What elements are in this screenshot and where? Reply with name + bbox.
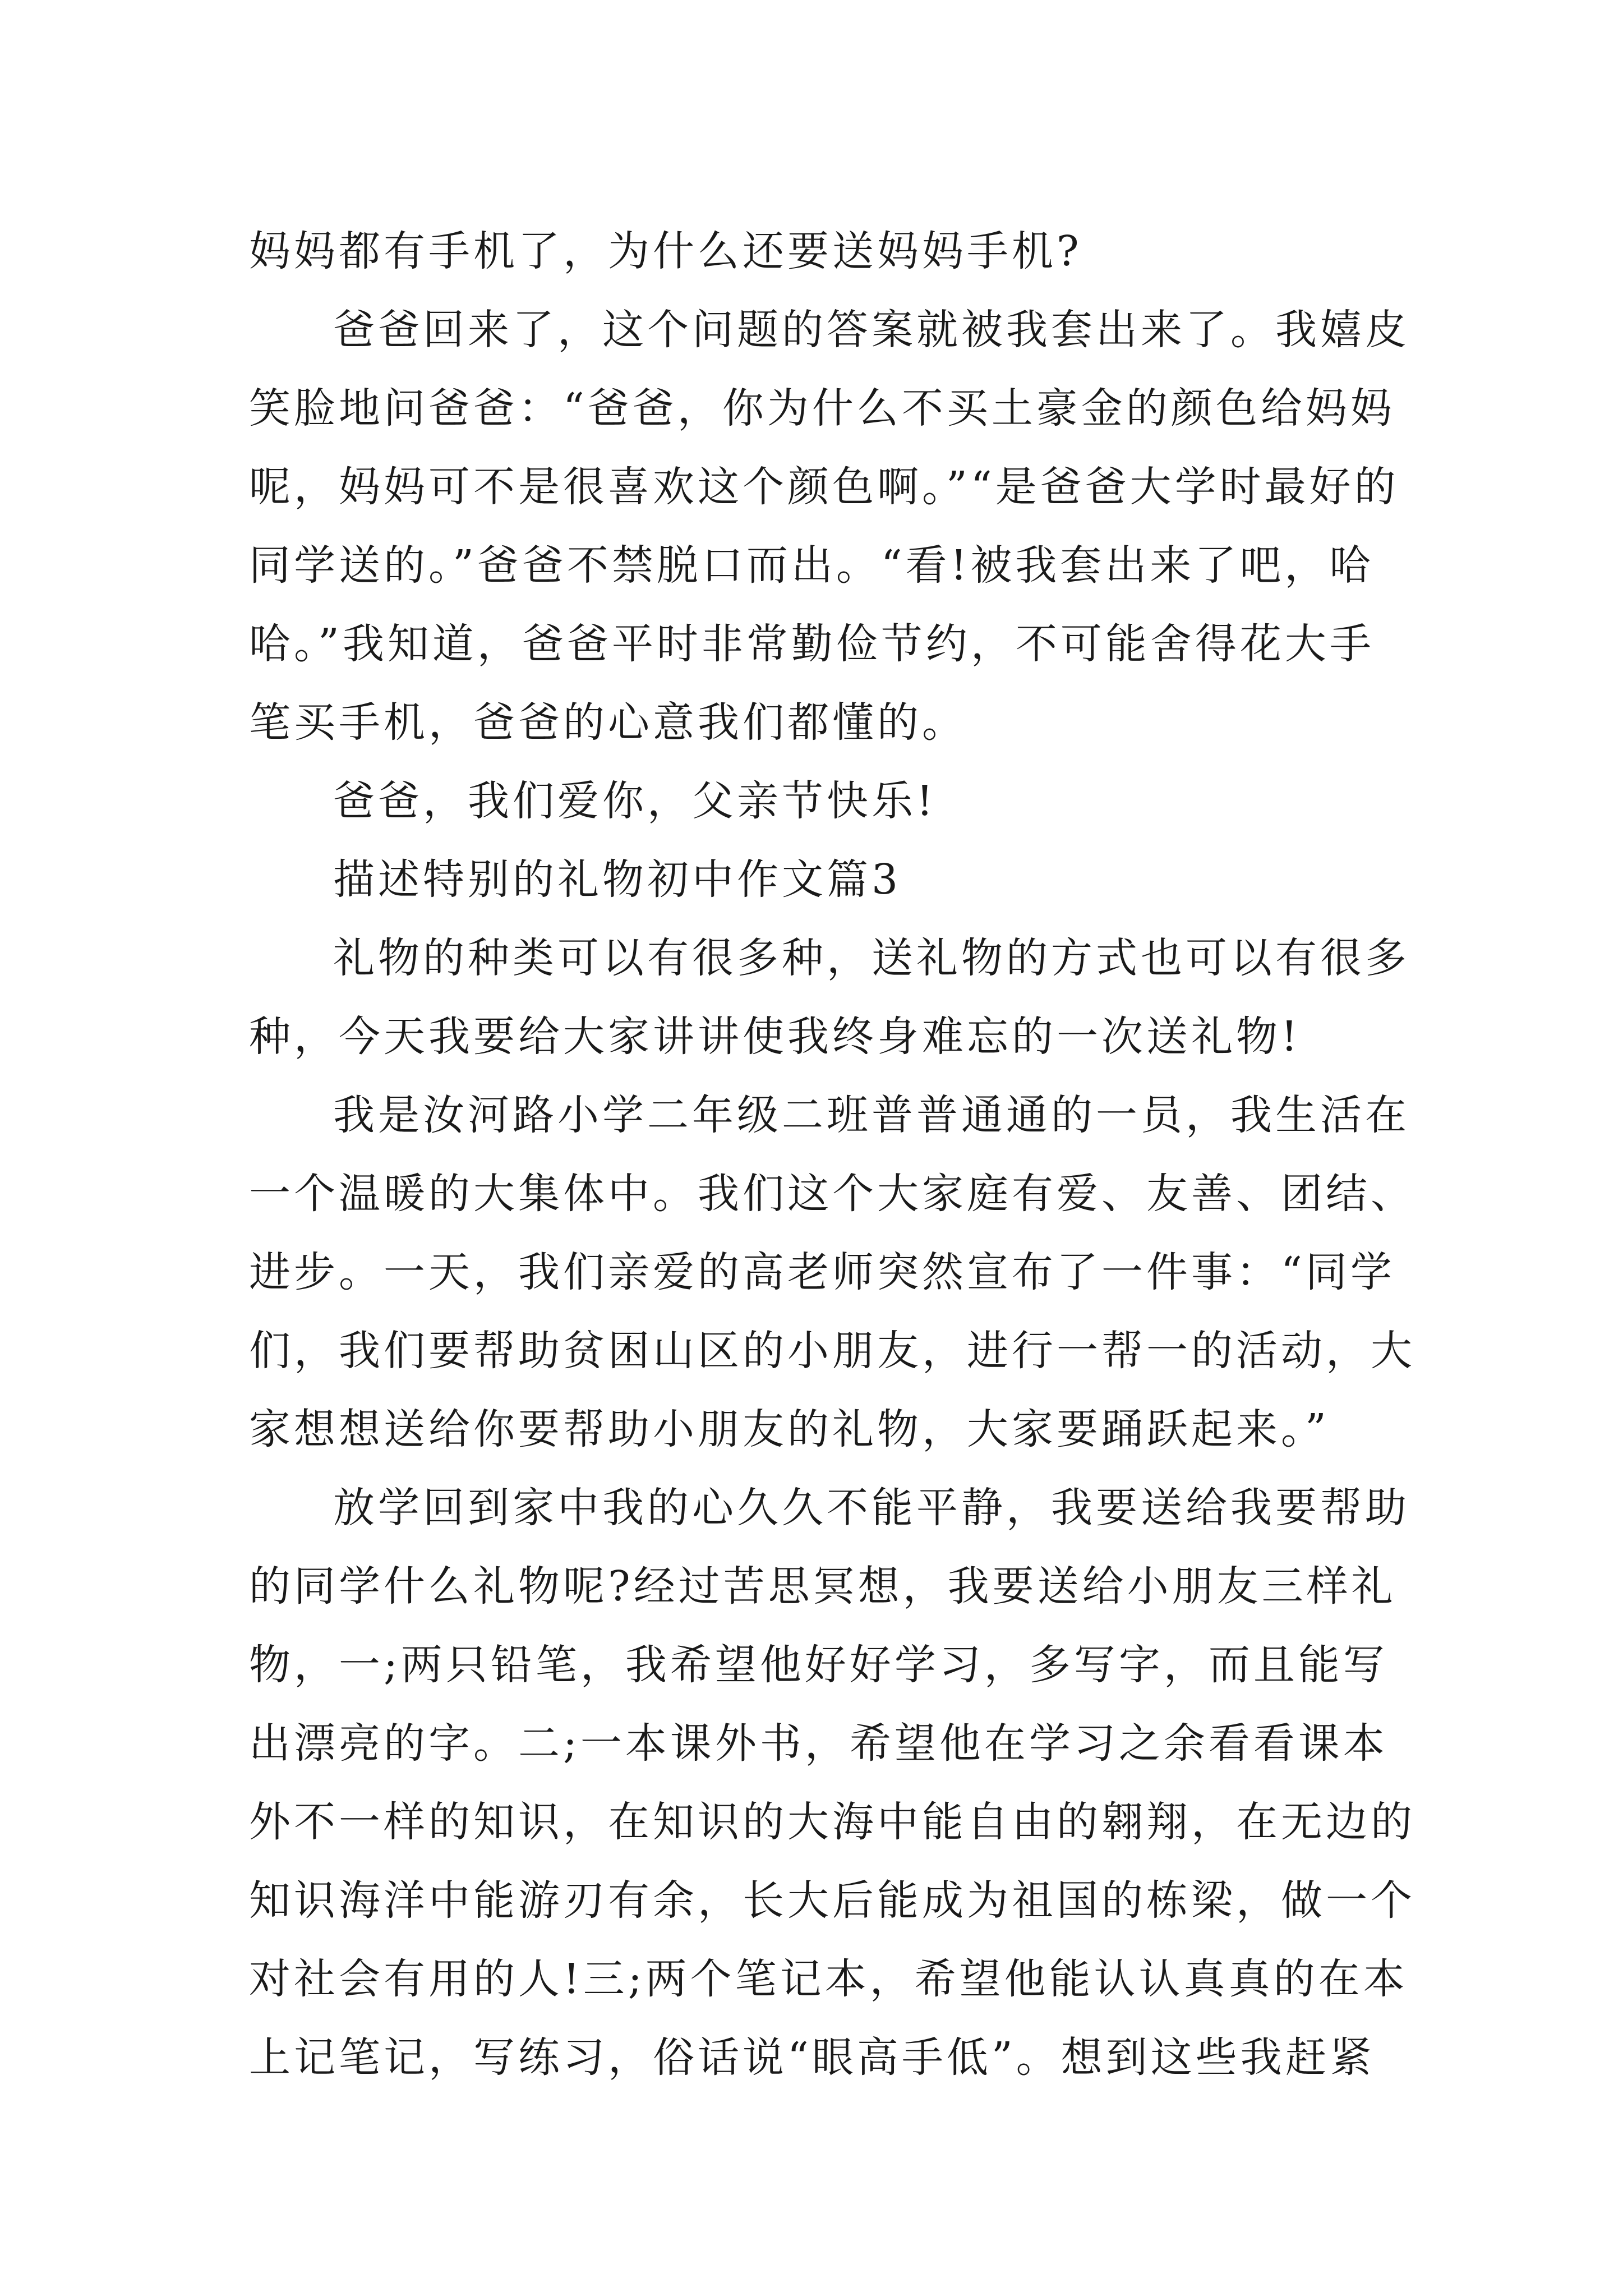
essay-body: [249, 212, 1415, 2097]
text-line: 哈。”我知道，爸爸平时非常勤俭节约，不可能舍得花大手: [249, 620, 1375, 668]
text-line: 礼物的种类可以有很多种，送礼物的方式也可以有很多: [333, 934, 1410, 982]
text-line: 一个温暖的大集体中。我们这个大家庭有爱、友善、团结、: [249, 1170, 1415, 1218]
text-line: 知识海洋中能游刃有余，长大后能成为祖国的栋梁，做一个: [249, 1876, 1415, 1925]
section-heading: 描述特别的礼物初中作文篇3: [333, 855, 902, 904]
text-line: 进步。一天，我们亲爱的高老师突然宣布了一件事：“同学: [249, 1248, 1395, 1296]
text-line: 家想想送给你要帮助小朋友的礼物，大家要踊跃起来。”: [249, 1405, 1330, 1453]
text-line: 上记笔记，写练习，俗话说“眼高手低”。想到这些我赶紧: [249, 2033, 1375, 2082]
text-line: 出漂亮的字。二;一本课外书，希望他在学习之余看看课本: [249, 1719, 1388, 1768]
text-line: 爸爸，我们爱你，父亲节快乐!: [333, 777, 937, 825]
text-line: 同学送的。”爸爸不禁脱口而出。“看!被我套出来了吧，哈: [249, 541, 1375, 590]
text-line: 们，我们要帮助贫困山区的小朋友，进行一帮一的活动，大: [249, 1327, 1415, 1375]
text-line: 对社会有用的人!三;两个笔记本，希望他能认认真真的在本: [249, 1955, 1408, 2003]
text-line: 放学回到家中我的心久久不能平静，我要送给我要帮助: [333, 1484, 1410, 1532]
text-line: 外不一样的知识，在知识的大海中能自由的翱翔，在无边的: [249, 1798, 1415, 1846]
text-line: 物，一;两只铅笔，我希望他好好学习，多写字，而且能写: [249, 1641, 1388, 1689]
text-line: 种，今天我要给大家讲讲使我终身难忘的一次送礼物!: [249, 1013, 1301, 1061]
text-line: 笑脸地问爸爸：“爸爸，你为什么不买土豪金的颜色给妈妈: [249, 384, 1395, 432]
text-line: 妈妈都有手机了，为什么还要送妈妈手机?: [249, 227, 1082, 275]
text-line: 笔买手机，爸爸的心意我们都懂的。: [249, 698, 967, 747]
text-line: 我是汝河路小学二年级二班普普通通的一员，我生活在: [333, 1091, 1410, 1139]
text-line: 呢，妈妈可不是很喜欢这个颜色啊。”“是爸爸大学时最好的: [249, 463, 1399, 511]
text-line: 的同学什么礼物呢?经过苦思冥想，我要送给小朋友三样礼: [249, 1562, 1396, 1611]
text-line: 爸爸回来了，这个问题的答案就被我套出来了。我嬉皮: [333, 306, 1410, 354]
